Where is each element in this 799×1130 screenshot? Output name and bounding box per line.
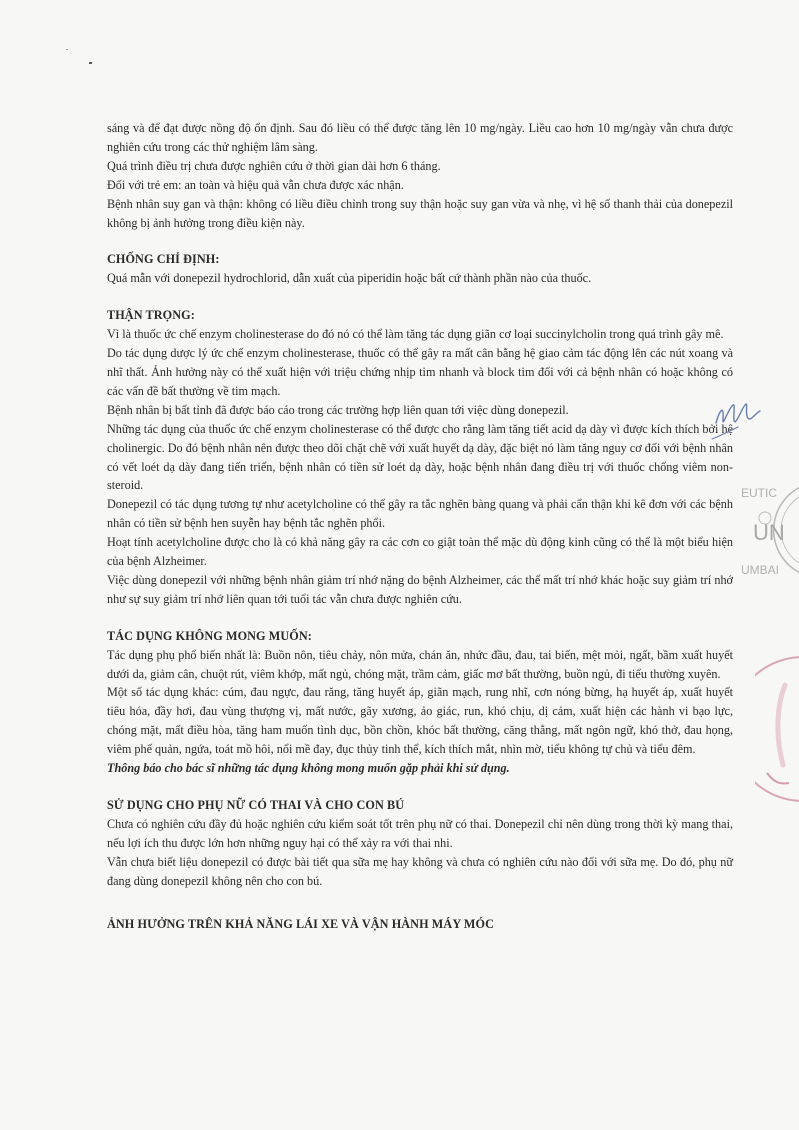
document-body — [107, 119, 733, 933]
stamp-text-top: EUTIC — [741, 486, 777, 500]
contraindications-heading: CHỐNG CHỈ ĐỊNH: — [107, 252, 220, 267]
side-effects-heading: TÁC DỤNG KHÔNG MONG MUỐN: — [107, 628, 312, 643]
side-effects-notice: Thông báo cho bác sĩ những tác dụng không mong muốn gặp phải khi sử dụng. — [107, 761, 510, 776]
precautions-paragraph: Việc dùng donepezil với những bệnh nhân giảm trí nhớ nặng do bệnh Alzheimer, các thể mất trí nhớ khác hoặc suy giảm trí nhớ như sự suy giảm trí nhớ liên quan tới tuổi tác vẫn chưa được nghiên cứu. — [107, 572, 733, 606]
driving-heading: ẢNH HƯỞNG TRÊN KHẢ NĂNG LÁI XE VÀ VẬN HÀNH MÁY MÓC — [107, 916, 494, 931]
contraindications-paragraph: Quá mẫn với donepezil hydrochlorid, dẫn xuất của piperidin hoặc bất cứ thành phần nào của thuốc. — [107, 271, 592, 286]
pregnancy-paragraph: Chưa có nghiên cứu đầy đủ hoặc nghiên cứu kiểm soát tốt trên phụ nữ có thai. Donepezil chỉ nên dùng trong thời kỳ mang thai, nếu lợi ích thu được lớn hơn những nguy hại có thể xảy ra với thai nhi. — [107, 816, 733, 850]
signature-mark — [708, 395, 778, 450]
precautions-paragraph: Donepezil có tác dụng tương tự như acetylcholine có thể gây ra tắc nghẽn bàng quang và phải cẩn thận khi kê đơn với các bệnh nhân có tiền sử bệnh hen suyễn hay bệnh tắc nghẽn phổi. — [107, 497, 733, 531]
scan-speck — [66, 49, 68, 50]
precautions-paragraph: Hoạt tính acetylcholine được cho là có khả năng gây ra các cơn co giật toàn thể mặc dù động kinh cũng có thể là một biểu hiện của bệnh Alzheimer. — [107, 535, 733, 569]
precautions-paragraph: Vì là thuốc ức chế enzym cholinesterase do đó nó có thể làm tăng tác dụng giãn cơ loại succinylcholin trong quá trình gây mê. — [107, 327, 724, 342]
side-effects-paragraph: Tác dụng phụ phổ biến nhất là: Buồn nôn, tiêu chảy, nôn mửa, chán ăn, nhức đầu, đau, tai biến, mệt mỏi, ngất, bầm xuất huyết dưới da, giảm cân, chuột rút, viêm khớp, mất ngủ, chóng mặt, trầm cảm, giấc mơ bất thường, buồn ngủ, đi tiểu thường xuyên. — [107, 647, 733, 681]
precautions-paragraph: Những tác dụng của thuốc ức chế enzym cholinesterase có thể được cho rằng làm tăng tiết acid dạ dày vì được kích thích bởi hệ cholinergic. Do đó bệnh nhân nên được theo dõi chặt chẽ với xuất huyết dạ dày, đặc biệt nó làm tăng nguy cơ đối với bệnh nhân có vết loét dạ dày đang tiến triển, bệnh nhân có tiền sử loét dạ dày, hoặc bệnh nhân đang điều trị với thuốc chống viêm non-steroid. — [107, 421, 733, 493]
side-effects-paragraph: Một số tác dụng khác: cúm, đau ngực, đau răng, tăng huyết áp, giãn mạch, rung nhĩ, cơn nóng bừng, hạ huyết áp, xuất huyết tiêu hóa, đầy hơi, đau vùng thượng vị, mất nước, gãy xương, ảo giác, run, khó chịu, dị cảm, xuất hiện các hành vi bạo lực, chóng mặt, mất điều hòa, tăng ham muốn tình dục, bồn chồn, khóc bất thường, căng thẳng, mất ngôn ngữ, khó thở, đau họng, viêm phế quản, ngứa, toát mồ hôi, nổi mề đay, đục thủy tinh thể, kích thích mắt, nhìn mờ, tiểu không tự chủ và tiểu đêm. — [107, 685, 733, 757]
intro-paragraph: sáng và để đạt được nồng độ ổn định. Sau đó liều có thể được tăng lên 10 mg/ngày. Liều cao hơn 10 mg/ngày vẫn chưa được nghiên cứu trong các thử nghiệm lâm sàng. — [107, 121, 733, 154]
intro-paragraph: Quá trình điều trị chưa được nghiên cứu ở thời gian dài hơn 6 tháng. — [107, 158, 441, 173]
pregnancy-heading: SỬ DỤNG CHO PHỤ NỮ CÓ THAI VÀ CHO CON BÚ — [107, 798, 405, 812]
red-stamp — [755, 655, 799, 805]
intro-paragraph: Đối với trẻ em: an toàn và hiệu quả vẫn chưa được xác nhận. — [107, 177, 404, 192]
precautions-paragraph: Do tác dụng dược lý ức chế enzym cholinesterase, thuốc có thể gây ra mất cân bằng hệ giao cảm tác động lên các nút xoang và nhĩ thất. Ảnh hưởng này có thể xuất hiện với triệu chứng nhịp tim nhanh và block tim đối với cả bệnh nhân có hoặc không có các vấn đề bất thường về tim mạch. — [107, 346, 733, 398]
scan-speck — [89, 62, 92, 64]
pregnancy-paragraph: Vẫn chưa biết liệu donepezil có được bài tiết qua sữa mẹ hay không và chưa có nghiên cứu nào đối với sữa mẹ. Do đó, phụ nữ đang dùng donepezil không nên cho con bú. — [107, 854, 733, 888]
precautions-heading: THẬN TRỌNG: — [107, 308, 195, 323]
stamp-text-center: UN — [753, 520, 785, 545]
stamp-text-bottom: UMBAI — [741, 563, 780, 577]
intro-paragraph: Bệnh nhân suy gan và thận: không có liều điều chỉnh trong suy thận hoặc suy gan vừa và nhẹ, vì hệ số thanh thải của donepezil không bị ảnh hưởng trong điều kiện này. — [107, 196, 733, 230]
company-stamp — [735, 480, 799, 580]
precautions-paragraph: Bệnh nhân bị bất tỉnh đã được báo cáo trong các trường hợp liên quan tới việc dùng donepezil. — [107, 402, 569, 417]
